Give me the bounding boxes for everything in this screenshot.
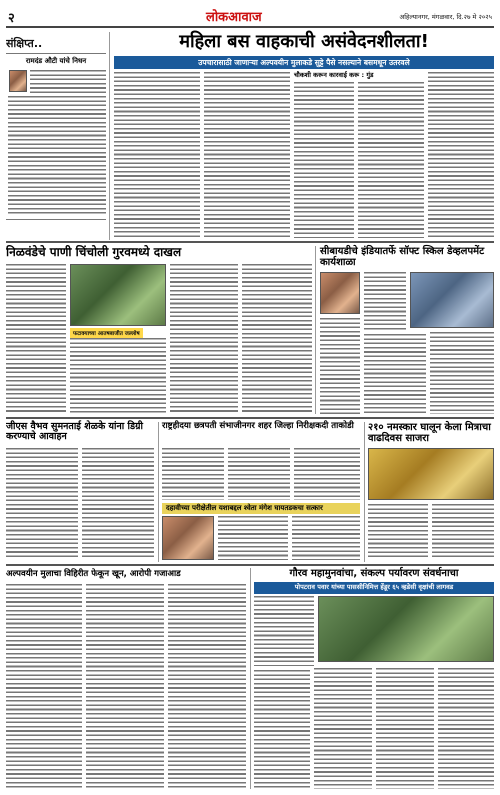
cbs-headline: सीबायडीचे इंडियातर्फे सॉफ्ट स्किल डेव्हलपमेंट कार्यशाळा <box>320 246 485 268</box>
environment-subhead: पोपटराव पवार यांच्या पाससीनिमित्त हेंडूर ६५ व्हडेसी वृक्षांची लागवड <box>254 582 494 594</box>
environment-text-col1 <box>254 596 314 666</box>
environment-text-col4 <box>376 668 434 789</box>
environment-photo <box>318 596 494 662</box>
murder-headline: अल्पवयीन मुलाचा विहिरीत फेकून खून, आरोपी गजाआड <box>6 569 181 579</box>
environment-text-col3 <box>314 668 372 789</box>
lead-text-col5 <box>428 72 494 238</box>
lead-headline: महिला बस वाहकाची असंवेदनशीलता! <box>179 31 429 52</box>
murder-text-col1 <box>6 584 82 789</box>
namaskar-headline: २१० नमस्कार घालून केला मित्राचा वाढदिवस साजरा <box>368 422 491 444</box>
murder-text-col3 <box>168 584 246 789</box>
felicitation-text-col1 <box>218 516 288 560</box>
lead-subhead: उपचारासाठी जाणाऱ्या अल्पवयीन मुलाकडे सुट्टे पैसे नसल्याने बसमधून उतरवले <box>114 56 494 69</box>
rashtra-text-col1 <box>162 448 224 500</box>
rashtra-text-col2 <box>228 448 290 500</box>
environment-text-col5 <box>438 668 494 789</box>
cbs-photo <box>410 272 494 328</box>
namaskar-text-col2 <box>432 504 494 560</box>
gst-text-col1 <box>6 448 78 560</box>
sidebar-story-title: रामदंड औटी यांचे निधन <box>25 57 87 65</box>
sidebar-text <box>30 70 106 94</box>
lead-text-col3 <box>294 82 354 238</box>
rashtra-headline: राष्ट्रहीदया छत्रपती संभाजीनगर शहर जिल्हा निरीक्षकदी ताकोडी <box>162 421 354 431</box>
obituary-photo <box>9 70 27 92</box>
felicitation-text-col2 <box>292 516 360 560</box>
cbs-text-col1 <box>364 272 406 332</box>
sidebar-heading: संक्षिप्त.. <box>6 32 106 54</box>
paper-name: लोकआवाज <box>206 10 262 25</box>
gst-text-col2 <box>82 448 154 560</box>
water-text-col3 <box>170 264 238 414</box>
environment-text-col2 <box>254 670 310 789</box>
cbs-portrait <box>320 272 360 314</box>
murder-text-col2 <box>86 584 164 789</box>
newspaper-page <box>6 6 494 789</box>
water-photo <box>70 264 166 326</box>
lead-text-col1 <box>114 72 200 238</box>
lead-text-col4 <box>358 82 424 238</box>
date-line: अहिल्यानगर, मंगळवार, दि.२७ मे २०२५ <box>399 13 492 21</box>
felicitation-photo <box>162 516 214 560</box>
rashtra-text-col3 <box>294 448 360 500</box>
page-number: २ <box>8 11 15 26</box>
water-text-col2 <box>70 338 166 414</box>
cbs-text-col4 <box>430 332 494 414</box>
cbs-text-col2 <box>320 318 360 414</box>
namaskar-text-col1 <box>368 504 428 560</box>
cbs-text-col3 <box>364 334 426 414</box>
water-text-col1 <box>6 264 66 414</box>
water-headline: निळवंडेचे पाणी चिंचोली गुरवमध्ये दाखल <box>6 245 182 259</box>
water-text-col4 <box>242 264 312 414</box>
lead-text-col2 <box>204 72 290 238</box>
sidebar-text-2 <box>8 96 106 216</box>
gst-headline: जीएस वैभव सुमनताई शेळके यांना डिग्री करण्याचे आवाहन <box>6 421 143 443</box>
masthead <box>6 6 494 28</box>
water-caption: फटाक्याच्या आतषबाजीत जल्लोष <box>70 328 143 338</box>
rashtra-subhead: दहावीच्या परीक्षेतील यशाबद्दल श्वेता मंगेश घायतडकचा सत्कार <box>162 503 360 514</box>
environment-headline: गौरव महामुनवांचा, संकल्प पर्यावरण संवर्धनाचा <box>289 568 459 579</box>
lead-box-title: चौकशी करून कारवाई करू : गुंड <box>294 71 374 79</box>
namaskar-photo <box>368 448 494 500</box>
